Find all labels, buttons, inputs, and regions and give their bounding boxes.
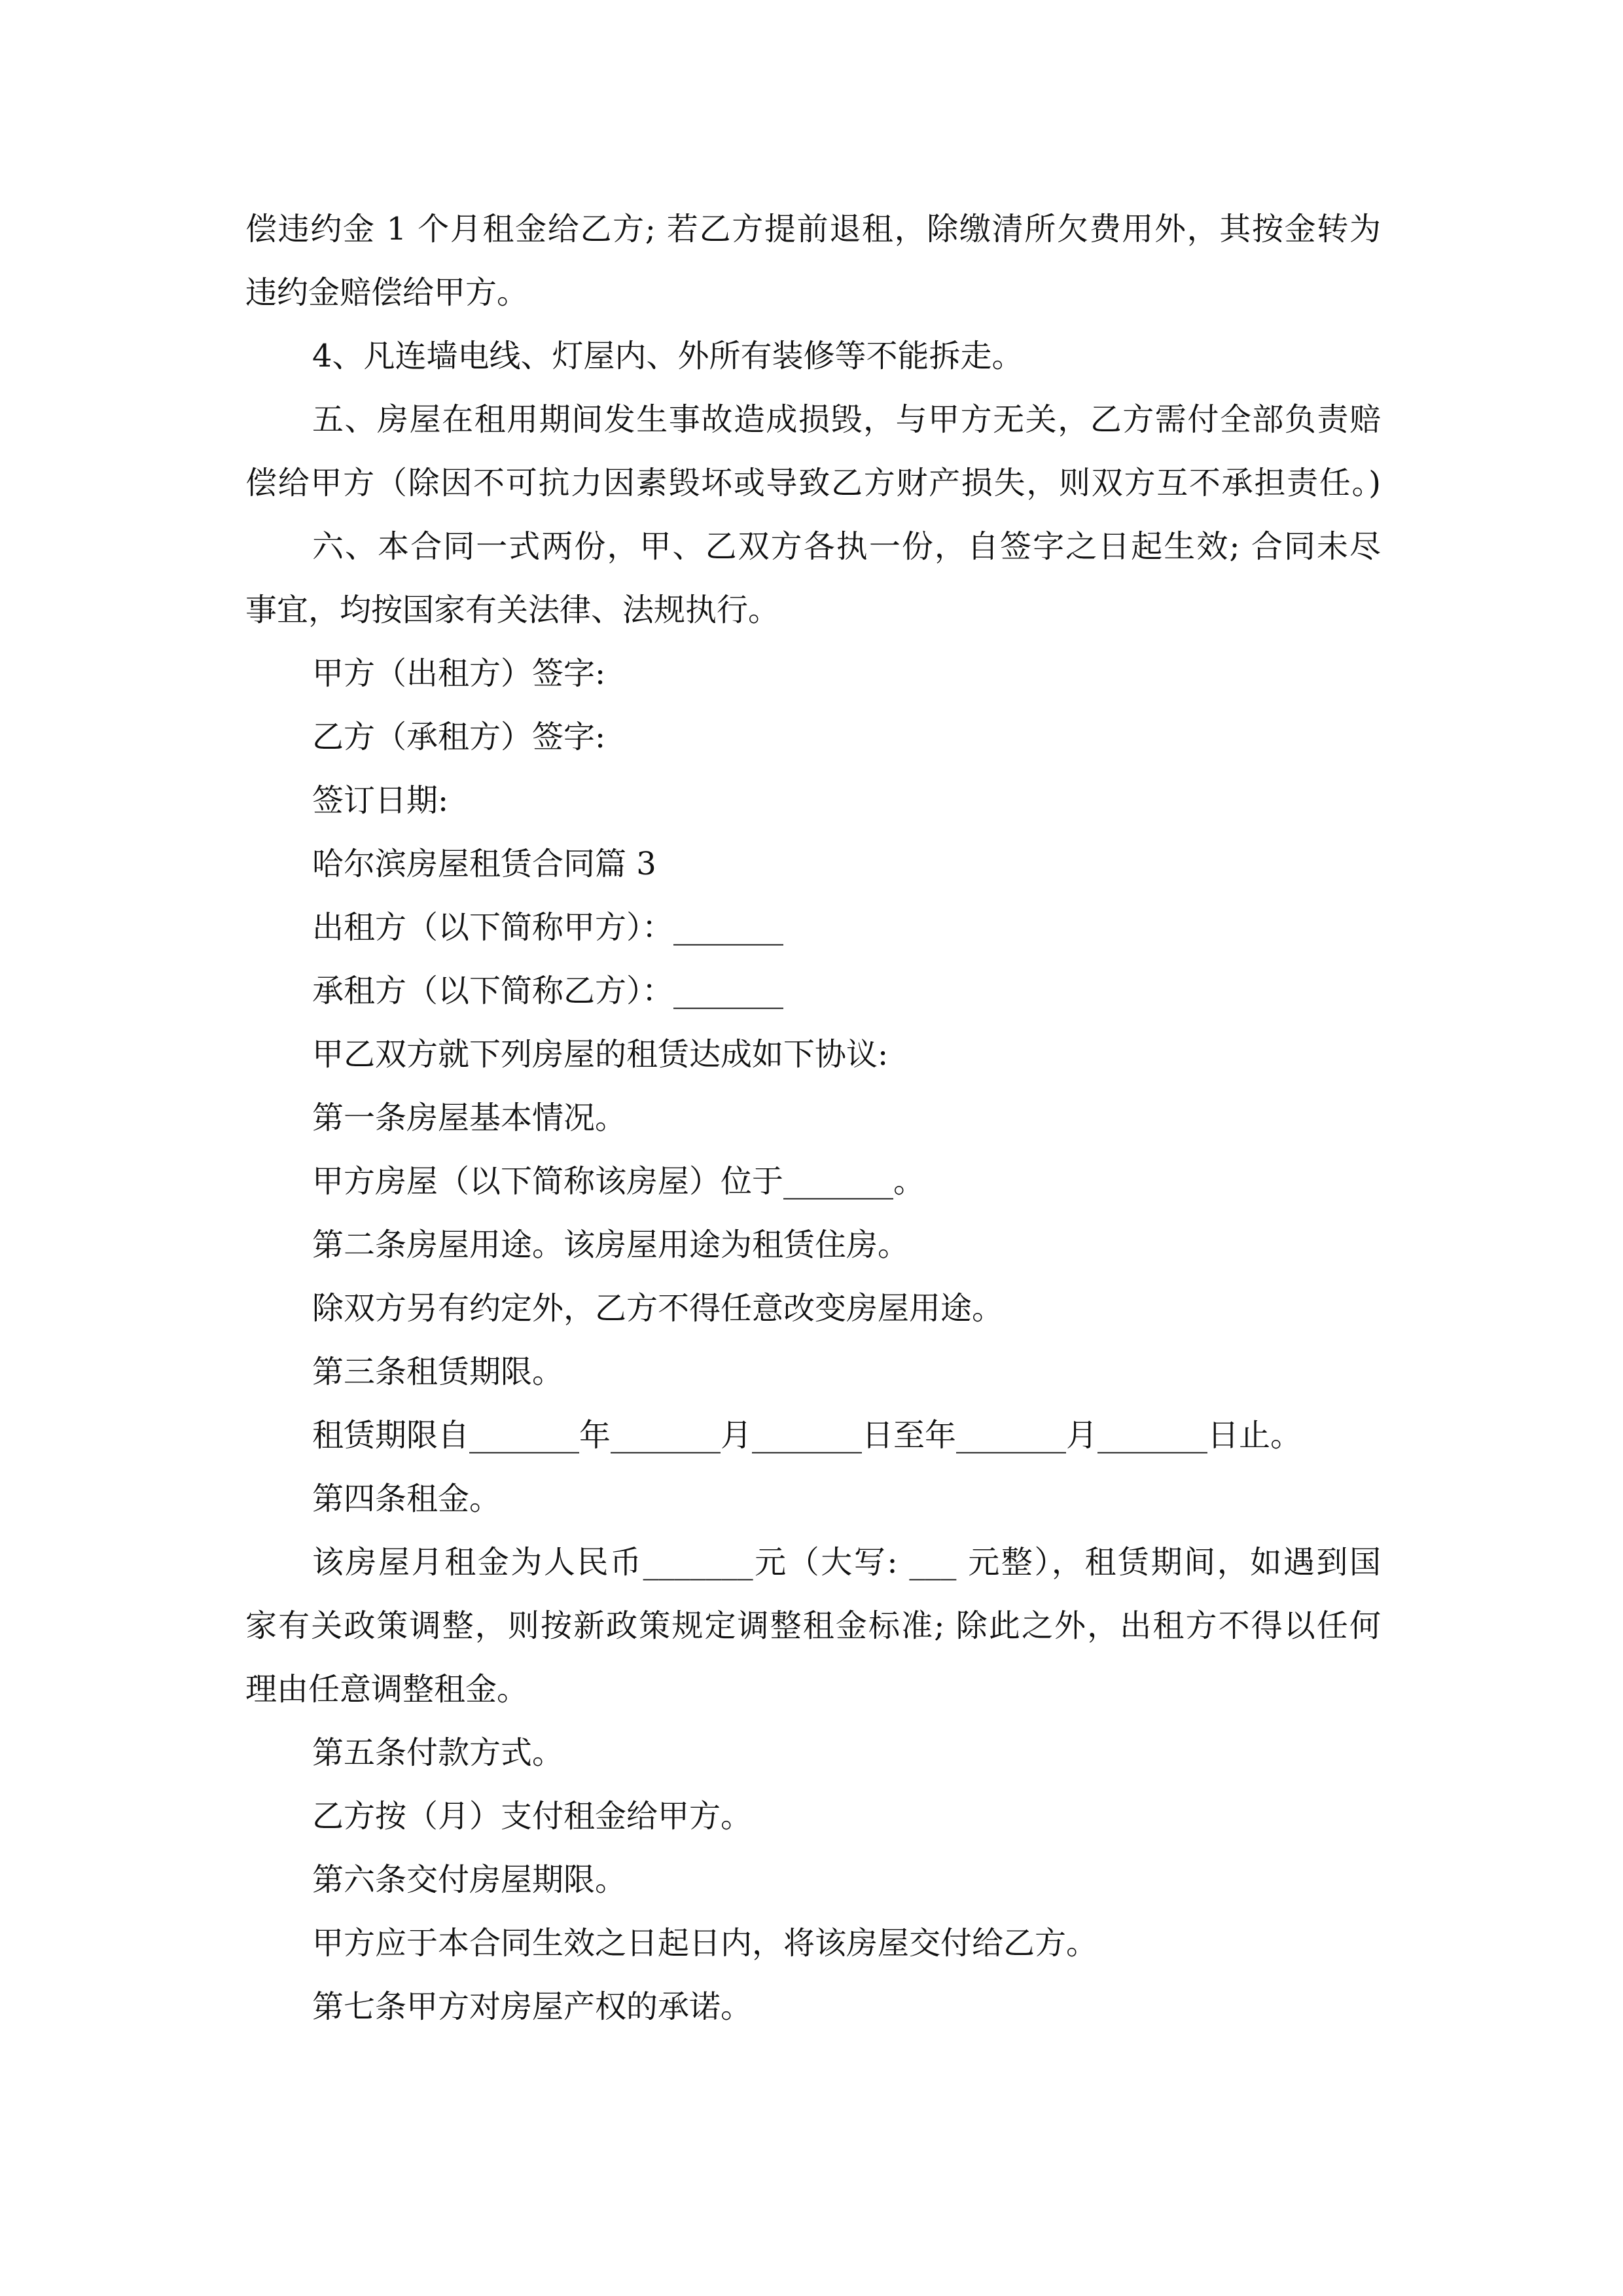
text-line: 乙方按（月）支付租金给甲方。 [312, 1798, 753, 1835]
text-line: 甲方应于本合同生效之日起日内，将该房屋交付给乙方。 [312, 1925, 1098, 1962]
text-line: 4、凡连墙电线、灯屋内、外所有装修等不能拆走。 [312, 338, 1024, 374]
text-line: 家有关政策调整，则按新政策规定调整租金标准; 除此之外，出租方不得以任何 [245, 1607, 1381, 1644]
text-line: 五、房屋在租用期间发生事故造成损毁，与甲方无关，乙方需付全部负责赔 [312, 401, 1381, 438]
text-line: 六、本合同一式两份，甲、乙双方各执一份，自签字之日起生效; 合同未尽 [312, 528, 1381, 565]
text-line: 该房屋月租金为人民币_______元（大写: ___ 元整），租赁期间，如遇到国 [312, 1544, 1381, 1581]
text-line: 甲方房屋（以下简称该房屋）位于_______。 [312, 1163, 925, 1200]
text-line: 偿给甲方（除因不可抗力因素毁坏或导致乙方财产损失，则双方互不承担责任。) [245, 465, 1381, 501]
text-line: 偿违约金 1 个月租金给乙方; 若乙方提前退租，除缴清所欠费用外，其按金转为 [245, 211, 1381, 247]
text-line: 违约金赔偿给甲方。 [245, 274, 529, 311]
text-line: 第六条交付房屋期限。 [312, 1861, 627, 1898]
text-line: 第三条租赁期限。 [312, 1354, 564, 1390]
text-line: 甲方（出租方）签字: [312, 655, 606, 692]
text-line: 第二条房屋用途。该房屋用途为租赁住房。 [312, 1227, 910, 1263]
text-line: 甲乙双方就下列房屋的租赁达成如下协议: [312, 1036, 889, 1073]
text-line: 第四条租金。 [312, 1480, 501, 1517]
text-line: 事宜，均按国家有关法律、法规执行。 [245, 592, 780, 628]
text-line: 出租方（以下简称甲方）：_______ [312, 909, 784, 946]
contract-text [245, 198, 1381, 2039]
text-line: 租赁期限自_______年_______月_______日至年_______月_______日止。 [312, 1417, 1302, 1454]
text-line: 承租方（以下简称乙方）：_______ [312, 973, 784, 1009]
text-line: 除双方另有约定外，乙方不得任意改变房屋用途。 [312, 1290, 1004, 1327]
text-line: 第七条甲方对房屋产权的承诺。 [312, 1988, 753, 2025]
section-heading: 哈尔滨房屋租赁合同篇 3 [312, 846, 656, 882]
text-line: 第五条付款方式。 [312, 1734, 564, 1771]
text-line: 第一条房屋基本情况。 [312, 1100, 627, 1136]
text-line: 签订日期: [312, 782, 449, 819]
text-line: 理由任意调整租金。 [245, 1671, 529, 1708]
text-line: 乙方（承租方）签字: [312, 719, 606, 755]
